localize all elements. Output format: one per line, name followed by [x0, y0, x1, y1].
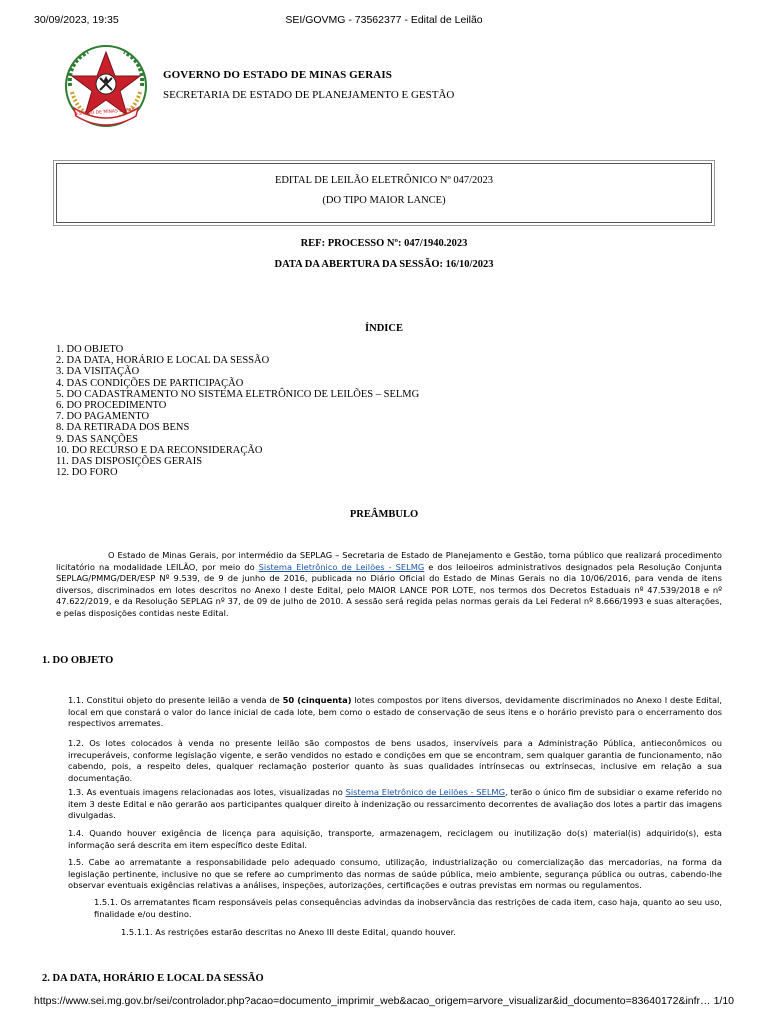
- index-item[interactable]: 9. DAS SANÇÕES: [56, 433, 138, 445]
- index-item[interactable]: 3. DA VISITAÇÃO: [56, 366, 140, 378]
- edital-title: EDITAL DE LEILÃO ELETRÔNICO Nº 047/2023: [274, 175, 494, 186]
- preamble-paragraph: O Estado de Minas Gerais, por intermédio da SEPLAG – Secretaria de Estado de Planejamento e Gestão, torna público que realizará procedimento licitatório na modalidade LEILÃO, por meio do Sistema Eletrônico de Leilões - SELMG e dos leiloeiros administrativos designados pela Resolução Conjunta SEPLAG/PMMG/DER/ESP Nº 9.539, de 9 de junho de 2016, publicada no Diário Oficial do Estado de Minas Gerais no dia 10/06/2016, para venda de itens diversos, discriminados em lotes descritos no Anexo I deste Edital, pelo MAIOR LANCE POR LOTE, nos termos dos Decretos Estaduais nº 47.539/2018 e nº 47.622/2019, e da Resolução SEPLAG nº 37, de 09 de julho de 2010. A sessão será regida pelas normas gerais da Lei Federal nº 8.666/1993 e suas alterações, e pelas disposições contidas neste Edital.: [56, 550, 722, 618]
- index-item[interactable]: 4. DAS CONDIÇÕES DE PARTICIPAÇÃO: [56, 377, 244, 389]
- paragraph-1-5: 1.5. Cabe ao arrematante a responsabilidade pelo adequado consumo, utilização, industrialização ou comercialização das mercadorias, na forma da legislação pertinente, inclusive no que se refere ao cumprimento das normas de saúde pública, meio ambiente, segurança pública ou outras, cabendo-lhe observar eventuais exigências relativas a análises, inspeções, autorizações, certificações e outras previstas em normas ou regulamentos.: [68, 857, 722, 891]
- index-item[interactable]: 5. DO CADASTRAMENTO NO SISTEMA ELETRÔNICO DE LEILÕES – SELMG: [56, 388, 420, 400]
- edital-title-box: [56, 163, 712, 223]
- index-item[interactable]: 6. DO PROCEDIMENTO: [56, 400, 167, 412]
- paragraph-1-5-1: 1.5.1. Os arrematantes ficam responsáveis pelas consequências advindas da inobservância das restrições de cada item, caso haja, quanto ao seu uso, finalidade e/ou destino.: [94, 897, 722, 919]
- index-item[interactable]: 1. DO OBJETO: [56, 344, 124, 355]
- secretariat-name: SECRETARIA DE ESTADO DE PLANEJAMENTO E GESTÃO: [163, 89, 455, 101]
- print-footer: [0, 995, 768, 1009]
- print-page-title: SEI/GOVMG - 73562377 - Edital de Leilão: [285, 14, 483, 26]
- index-list: [56, 344, 419, 478]
- index-item[interactable]: 7. DO PAGAMENTO: [56, 411, 150, 423]
- index-title: ÍNDICE: [365, 323, 403, 334]
- print-url[interactable]: https://www.sei.mg.gov.br/sei/controlador.php?acao=documento_imprimir_web&acao_origem=arvore_visualizar&id_documento=83640172&infr…: [34, 995, 711, 1007]
- selmg-link[interactable]: Sistema Eletrônico de Leilões - SELMG: [258, 561, 425, 572]
- selmg-link[interactable]: Sistema Eletrônico de Leilões - SELMG: [345, 787, 506, 797]
- paragraph-1-5-1-1: 1.5.1.1. As restrições estarão descritas no Anexo III deste Edital, quando houver.: [121, 927, 456, 937]
- index-item[interactable]: 12. DO FORO: [56, 467, 118, 479]
- section-2-heading: 2. DA DATA, HORÁRIO E LOCAL DA SESSÃO: [42, 973, 264, 984]
- paragraph-1-3: 1.3. As eventuais imagens relacionadas aos lotes, visualizadas no Sistema Eletrônico de Leilões - SELMG, terão o único fim de subsidiar o exame referido no item 3 deste Edital e não gerarão aos participantes qualquer direito à indenização ou ressarcimento decorrentes de avaliação dos lotes a partir das imagens divulgadas.: [68, 787, 722, 821]
- index-item[interactable]: 2. DA DATA, HORÁRIO E LOCAL DA SESSÃO: [56, 355, 270, 367]
- index-item[interactable]: 10. DO RECURSO E DA RECONSIDERAÇÃO: [56, 444, 263, 456]
- process-reference: REF: PROCESSO Nº: 047/1940.2023: [300, 238, 468, 249]
- preamble-title: PREÂMBULO: [349, 509, 419, 520]
- print-page-number: 1/10: [713, 995, 734, 1007]
- paragraph-1-2: 1.2. Os lotes colocados à venda no presente leilão são compostos de bens usados, inservíveis para a Administração Pública, antieconômicos ou irrecuperáveis, conforme legislação vigente, e serão vendidos no estado e condições em que se encontram, sem qualquer garantia de funcionamento, não cabendo, pois, a respeito deles, qualquer reclamação posterior quanto às suas qualidades intrínsecas ou extrínsecas, inclusive em relação a sua documentação.: [68, 738, 722, 783]
- opening-date: DATA DA ABERTURA DA SESSÃO: 16/10/2023: [274, 259, 494, 270]
- seal-ribbon-text: ESTADO DE MINAS GERAIS: [75, 107, 137, 118]
- paragraph-1-4: 1.4. Quando houver exigência de licença para aquisição, transporte, armazenagem, reciclagem ou inutilização do(s) material(is) adquirido(s), esta informação será descrita em item específico deste Edital.: [68, 828, 722, 850]
- print-header: [0, 14, 768, 28]
- edital-subtitle: (DO TIPO MAIOR LANCE): [322, 195, 446, 206]
- state-seal-logo: [60, 42, 152, 134]
- section-1-heading: 1. DO OBJETO: [42, 655, 114, 666]
- government-name: GOVERNO DO ESTADO DE MINAS GERAIS: [163, 69, 392, 81]
- index-item[interactable]: 11. DAS DISPOSIÇÕES GERAIS: [56, 456, 203, 468]
- index-item[interactable]: 8. DA RETIRADA DOS BENS: [56, 422, 190, 434]
- paragraph-1-1: 1.1. Constitui objeto do presente leilão a venda de 50 (cinquenta) lotes compostos por itens diversos, devidamente discriminados no Anexo I deste Edital, local em que constará o valor do lance inicial de cada lote, bem como o estado de conservação de seus itens e o horário previsto para o encerramento dos respectivos arremates.: [68, 695, 722, 729]
- print-datetime: 30/09/2023, 19:35: [34, 14, 119, 26]
